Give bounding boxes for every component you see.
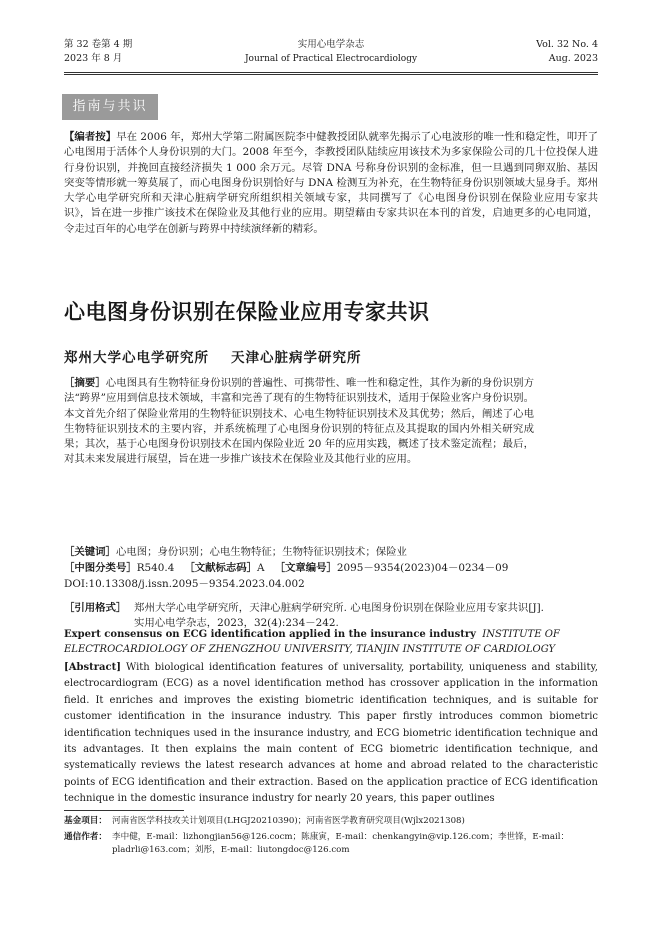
section-tag: 指南与共识: [62, 94, 158, 120]
english-title-block: [64, 627, 598, 657]
footnote-corresponding: [64, 831, 598, 857]
doc-code-value: A: [257, 562, 265, 574]
abstract-cn: [64, 376, 534, 468]
article-number-value: 2095－9354(2023)04－0234－09: [336, 562, 509, 574]
doc-code-label: ［文献标志码］: [184, 562, 258, 574]
citation-text: 郑州大学心电学研究所，天津心脏病学研究所. 心电图身份识别在保险业应用专家共识[J]. 实用心电学杂志，2023，32(4):234－242.: [134, 602, 544, 630]
funding-text: 河南省医学科技攻关计划项目(LHGJ20210390)；河南省医学教育研究项目(Wjlx2021308): [112, 816, 465, 826]
clc-value: R540.4: [136, 562, 175, 574]
header-date-en: Aug. 2023: [548, 53, 598, 64]
english-title: Expert consensus on ECG identification applied in the insurance industry: [64, 629, 476, 640]
corresponding-text: 李中健，E-mail：lizhongjian56@126.cocm；陈康寅，E-mail：chenkangyin@vip.126.com；李世锋，E-mail：pladrli@163.com；刘彤，E-mail：liutongdoc@126.com: [112, 832, 570, 855]
header-date-cn: 2023 年 8 月: [64, 53, 123, 64]
editor-note-text: 早在 2006 年，郑州大学第二附属医院李中健教授团队就率先揭示了心电波形的唯一性和稳定性，叩开了心电图用于活体个人身份识别的大门。2008 年至今，李教授团队陆续应用该技术为多家保险公司的几十位投保人进行身份识别，并挽回直接经济损失 1 000 余万元。尽管 DNA 号称身份识别的金标准，但一旦遇到同卵双胎、基因突变等情形就一筹莫展了，而心电图身份识别恰好与 DNA 检测互为补充，在生物特征身份识别领域大显身手。郑州大学心电学研究所和天津心脏病学研究所组织相关领域专家，共同撰写了《心电图身份识别在保险业应用专家共识》，旨在进一步推广该技术在保险业及其他行业的应用。期望藉由专家共识在本刊的首发，启迪更多的心电同道，令走过百年的心电学在创新与跨界中持续演绎新的精彩。: [64, 131, 599, 235]
classification-line: [64, 561, 544, 576]
funding-label: 基金项目：: [64, 816, 107, 826]
corresponding-label: 通信作者：: [64, 832, 107, 842]
citation-label: ［引用格式］: [64, 602, 127, 614]
header-journal-en: Journal of Practical Electrocardiology: [244, 54, 418, 64]
header-vol-en: Vol. 32 No. 4: [536, 39, 598, 50]
keywords-label: ［关键词］: [64, 546, 116, 558]
editor-note-label: 【编者按】: [64, 131, 117, 143]
header-right: [536, 38, 598, 66]
doi-line: [64, 577, 534, 592]
abstract-label: ［摘要］: [64, 377, 106, 389]
header-center: [64, 38, 598, 66]
doi-text: DOI:10.13308/j.issn.2095－9354.2023.04.002: [64, 578, 305, 590]
english-abstract-label: [Abstract]: [64, 662, 121, 673]
editor-note: [64, 130, 598, 237]
author-1: 郑州大学心电学研究所: [64, 350, 209, 366]
header-issue-cn: 第 32 卷第 4 期: [64, 39, 133, 50]
article-number-label: ［文章编号］: [274, 562, 337, 574]
abstract-text: 心电图具有生物特征身份识别的普遍性、可携带性、唯一性和稳定性，其作为新的身份识别方法“跨界”应用到信息技术领域，丰富和完善了现有的生物特征识别技术，适用于保险业客户身份识别。本文首先介绍了保险业常用的生物特征识别技术、心电生物特征识别技术及其优势；然后，阐述了心电生物特征识别技术的主要内容，并系统梳理了心电图身份识别的特征点及其提取的国内外相关研究成果；其次，基于心电图身份识别技术在国内保险业近 20 年的应用实践，概述了技术鉴定流程；最后，对其未来发展进行展望，旨在进一步推广该技术在保险业及其他行业的应用。: [64, 377, 535, 466]
english-institutions: INSTITUTE OF ELECTROCARDIOLOGY OF ZHENGZHOU UNIVERSITY, TIANJIN INSTITUTE OF CARDIOLOGY: [64, 629, 560, 655]
article-authors: [64, 346, 362, 366]
running-header: [64, 38, 598, 74]
keywords: [64, 545, 534, 560]
keywords-text: 心电图；身份识别；心电生物特征；生物特征识别技术；保险业: [115, 546, 407, 558]
header-rule: [64, 72, 598, 73]
article-title: 心电图身份识别在保险业应用专家共识: [64, 300, 430, 324]
header-journal-cn: 实用心电学杂志: [297, 39, 365, 50]
footnote-funding: [64, 815, 598, 828]
footnote-rule: [64, 810, 184, 811]
header-rule-thin: [64, 74, 598, 75]
english-abstract-text: With biological identification features of universality, portability, uniqueness and stability, electrocardiogram (ECG) as a novel identification method has crossover application in the information field. It enriches and improves the existing biometric identification techniques, and is suitable for customer identification in the insurance industry. This paper firstly introduces common biometric identification techniques used in the insurance industry, and ECG biometric identification technique and its advantages. It then explains the main content of ECG biometric identification technique, and systematically reviews the latest research advances at home and abroad related to the characteristic points of ECG identification and their extraction. Based on the application practice of ECG identification technique in the domestic insurance industry for nearly 20 years, this paper outlines: [64, 662, 598, 805]
clc-label: ［中图分类号］: [64, 562, 137, 574]
author-2: 天津心脏病学研究所: [231, 350, 362, 366]
english-abstract: [64, 660, 598, 808]
